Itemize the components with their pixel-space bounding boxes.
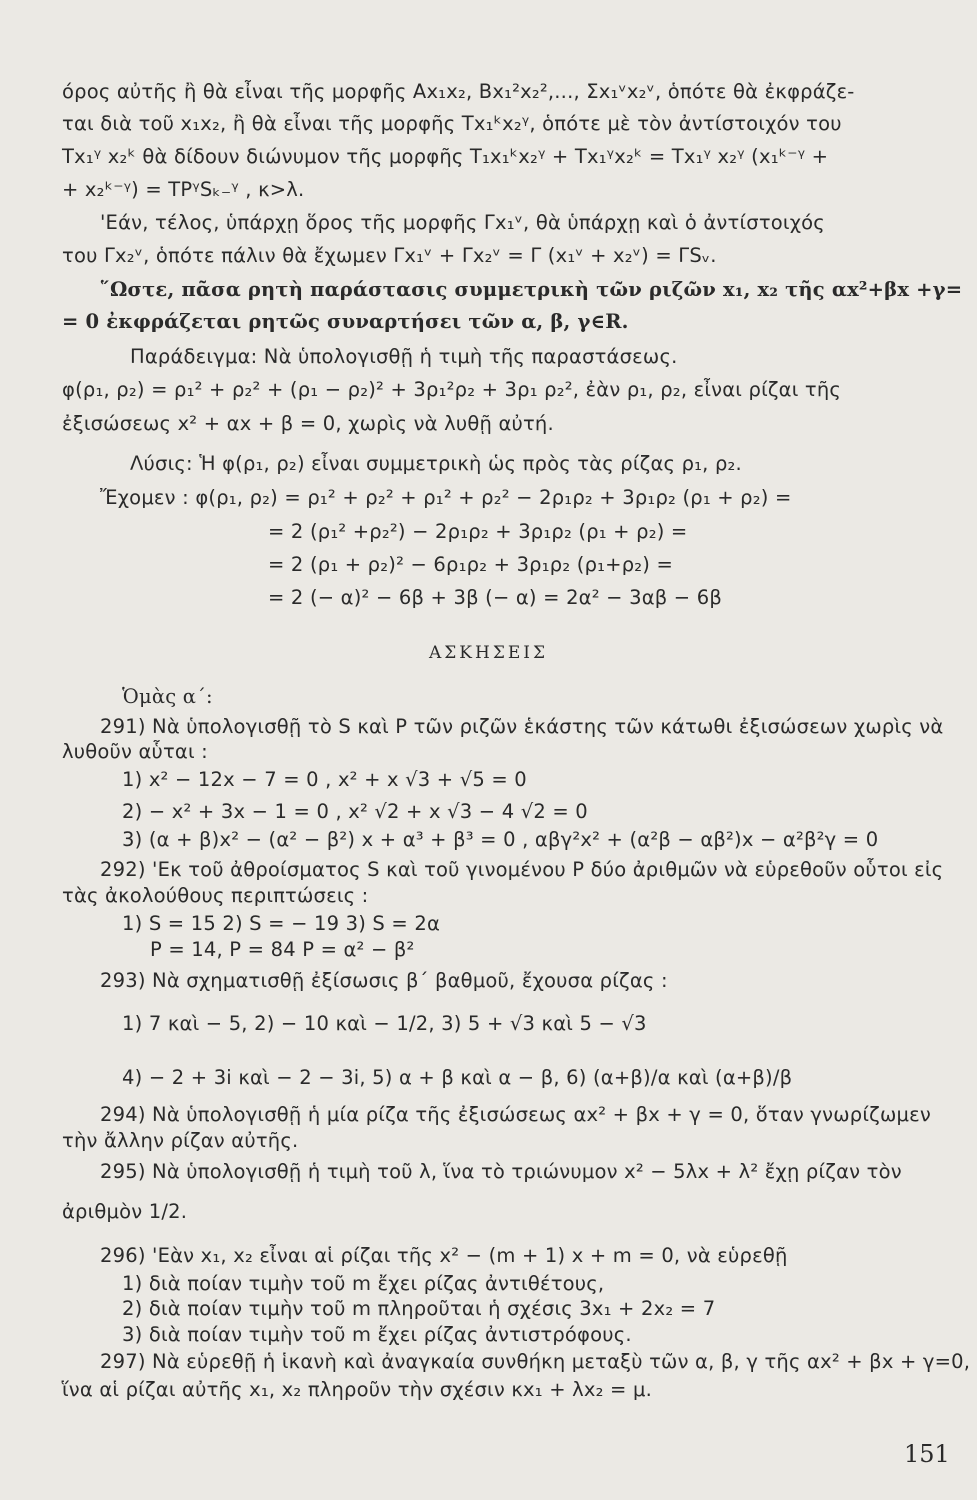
equation-line: = 2 (− α)² − 6β + 3β (− α) = 2α² − 3αβ − 6β [268, 586, 722, 609]
exercise-291: 291) Νὰ ὑπολογισθῇ τὸ S καὶ P τῶν ριζῶν ἑκάστης τῶν κάτωθι ἐξισώσεων χωρὶς νὰ [100, 715, 944, 738]
exercise-item: 1) διὰ ποίαν τιμὴν τοῦ m ἔχει ρίζας ἀντιθέτους, [122, 1272, 605, 1295]
example-title: Παράδειγμα: Νὰ ὑπολογισθῇ ἡ τιμὴ τῆς παραστάσεως. [130, 345, 678, 368]
text-line: ἀριθμὸν 1/2. [62, 1200, 188, 1223]
text-line: τὴν ἄλλην ρίζαν αὐτῆς. [62, 1129, 299, 1152]
text-line: τὰς ἀκολούθους περιπτώσεις : [62, 884, 369, 907]
exercise-item: P = 14, P = 84 P = α² − β² [150, 938, 415, 961]
group-label: Ὁμὰς α΄: [122, 685, 213, 708]
exercise-293: 293) Νὰ σχηματισθῇ ἐξίσωσις β΄ βαθμοῦ, ἔχουσα ρίζας : [100, 969, 668, 992]
exercise-296: 296) 'Εὰν x₁, x₂ εἶναι αἱ ρίζαι τῆς x² − (m + 1) x + m = 0, νὰ εὑρεθῇ [100, 1244, 788, 1267]
solution-title: Λύσις: Ἡ φ(ρ₁, ρ₂) εἶναι συμμετρικὴ ὡς πρὸς τὰς ρίζας ρ₁, ρ₂. [130, 452, 742, 475]
exercise-295: 295) Νὰ ὑπολογισθῇ ἡ τιμὴ τοῦ λ, ἵνα τὸ τριώνυμον x² − 5λx + λ² ἔχῃ ρίζαν τὸν [100, 1160, 902, 1183]
text-line: ἐξισώσεως x² + αx + β = 0, χωρὶς νὰ λυθῇ αὐτή. [62, 412, 554, 435]
text-line: λυθοῦν αὗται : [62, 740, 208, 763]
conclusion-line: ῞Ωστε, πᾶσα ρητὴ παράστασις συμμετρικὴ τῶν ριζῶν x₁, x₂ τῆς αx²+βx +γ= [100, 278, 963, 301]
exercise-297: 297) Νὰ εὑρεθῇ ἡ ἱκανὴ καὶ ἀναγκαία συνθήκη μεταξὺ τῶν α, β, γ τῆς αx² + βx + γ=0, [100, 1350, 971, 1373]
equation-line: = 2 (ρ₁² +ρ₂²) − 2ρ₁ρ₂ + 3ρ₁ρ₂ (ρ₁ + ρ₂) = [268, 520, 688, 543]
equation-line: Ἔχομεν : φ(ρ₁, ρ₂) = ρ₁² + ρ₂² + ρ₁² + ρ₂² − 2ρ₁ρ₂ + 3ρ₁ρ₂ (ρ₁ + ρ₂) = [100, 486, 792, 509]
text-line: Tx₁ᵞ x₂ᵏ θὰ δίδουν διώνυμον τῆς μορφῆς T₁x₁ᵏx₂ᵞ + Tx₁ᵞx₂ᵏ = Tx₁ᵞ x₂ᵞ (x₁ᵏ⁻ᵞ + [62, 145, 829, 168]
exercise-item: 3) (α + β)x² − (α² − β²) x + α³ + β³ = 0 , αβγ²x² + (α²β − αβ²)x − α²β²γ = 0 [122, 828, 879, 851]
exercise-item: 4) − 2 + 3i καὶ − 2 − 3i, 5) α + β καὶ α − β, 6) (α+β)/α καὶ (α+β)/β [122, 1066, 793, 1089]
exercise-item: 3) διὰ ποίαν τιμὴν τοῦ m ἔχει ρίζας ἀντιστρόφους. [122, 1323, 632, 1346]
exercise-item: 1) 7 καὶ − 5, 2) − 10 καὶ − 1/2, 3) 5 + √3 καὶ 5 − √3 [122, 1012, 647, 1035]
exercise-item: 1) x² − 12x − 7 = 0 , x² + x √3 + √5 = 0 [122, 768, 527, 791]
equation-line: = 2 (ρ₁ + ρ₂)² − 6ρ₁ρ₂ + 3ρ₁ρ₂ (ρ₁+ρ₂) = [268, 553, 674, 576]
text-line: όρος αὐτῆς ἢ θὰ εἶναι τῆς μορφῆς Ax₁x₂, Bx₁²x₂²,..., Σx₁ᵛx₂ᵛ, ὁπότε θὰ ἐκφράζε- [62, 80, 855, 103]
text-line: 'Εάν, τέλος, ὑπάρχῃ ὅρος τῆς μορφῆς Γx₁ᵛ, θὰ ὑπάρχῃ καὶ ὁ ἀντίστοιχός [100, 211, 825, 234]
exercise-item: 1) S = 15 2) S = − 19 3) S = 2α [122, 912, 440, 935]
text-line: + x₂ᵏ⁻ᵞ) = TPᵞSₖ₋ᵞ , κ>λ. [62, 178, 305, 201]
exercises-heading: ΑΣΚΗΣΕΙΣ [429, 643, 548, 663]
page-number: 151 [904, 1440, 950, 1468]
exercise-292: 292) 'Εκ τοῦ ἀθροίσματος S καὶ τοῦ γινομένου P δύο ἀριθμῶν νὰ εὑρεθοῦν οὗτοι εἰς [100, 858, 944, 881]
exercise-item: 2) διὰ ποίαν τιμὴν τοῦ m πληροῦται ἡ σχέσις 3x₁ + 2x₂ = 7 [122, 1297, 716, 1320]
text-line: του Γx₂ᵛ, ὁπότε πάλιν θὰ ἔχωμεν Γx₁ᵛ + Γx₂ᵛ = Γ (x₁ᵛ + x₂ᵛ) = ΓSᵥ. [62, 244, 717, 267]
text-line: ἵνα αἱ ρίζαι αὐτῆς x₁, x₂ πληροῦν τὴν σχέσιν κx₁ + λx₂ = μ. [62, 1378, 652, 1401]
exercise-item: 2) − x² + 3x − 1 = 0 , x² √2 + x √3 − 4 √2 = 0 [122, 800, 588, 823]
text-line: ται διὰ τοῦ x₁x₂, ἢ θὰ εἶναι τῆς μορφῆς Tx₁ᵏx₂ᵞ, ὁπότε μὲ τὸν ἀντίστοιχόν του [62, 112, 842, 135]
text-line: φ(ρ₁, ρ₂) = ρ₁² + ρ₂² + (ρ₁ − ρ₂)² + 3ρ₁²ρ₂ + 3ρ₁ ρ₂², ἐὰν ρ₁, ρ₂, εἶναι ρίζαι τῆς [62, 378, 842, 401]
exercise-294: 294) Νὰ ὑπολογισθῇ ἡ μία ρίζα τῆς ἐξισώσεως αx² + βx + γ = 0, ὅταν γνωρίζωμεν [100, 1103, 931, 1126]
conclusion-line: = 0 ἐκφράζεται ρητῶς συναρτήσει τῶν α, β, γ∈R. [62, 310, 629, 333]
